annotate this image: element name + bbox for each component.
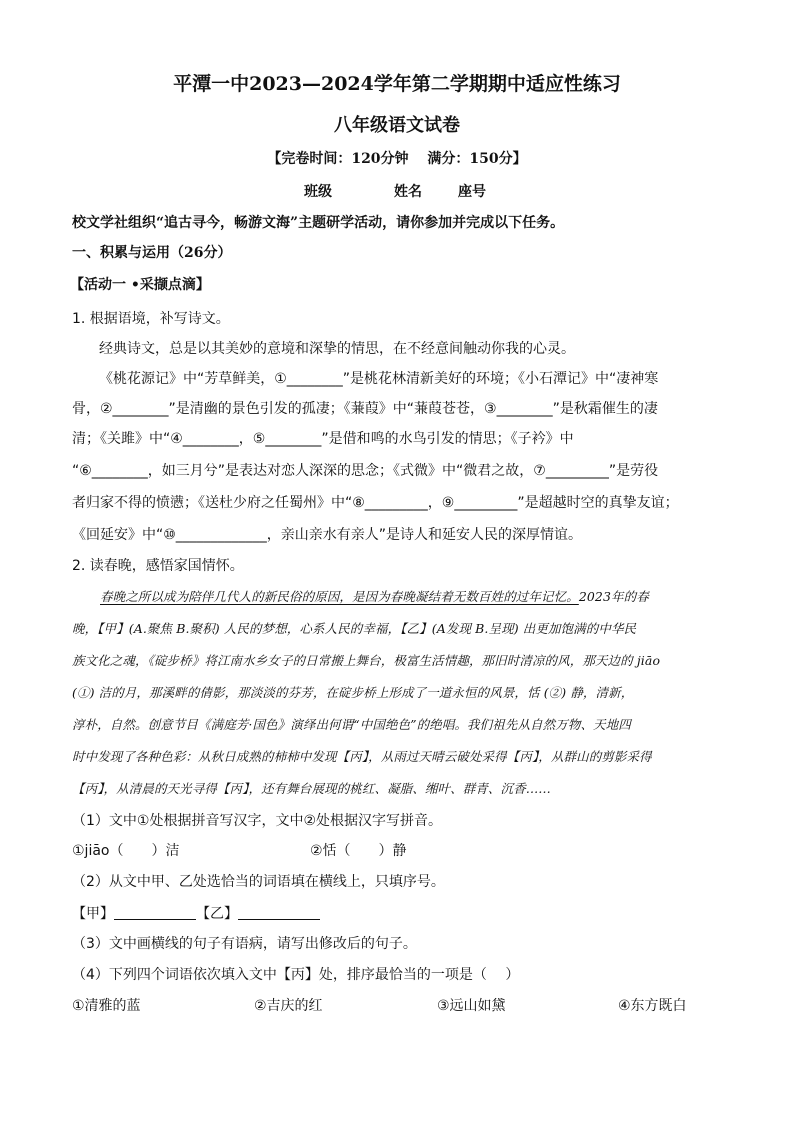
passage-line: 【丙】，从清晨的天光寻得【丙】，还有舞台展现的桃红、凝脂、缃叶、群青、沉香…… [72, 781, 551, 796]
sub-question-4: （4）下列四个词语依次填入文中【丙】处，排序最恰当的一项是（ ） [72, 967, 520, 983]
passage-continuation: 2023年的春 [578, 589, 649, 604]
exam-info: 【完卷时间：120分钟 满分：150分】 [267, 151, 527, 167]
option: ②吉庆的红 [254, 998, 323, 1014]
class-label: 班级 [304, 184, 332, 200]
q1-line: 清；《关雎》中“④________，⑤________”是借和鸣的水鸟引发的情思；《子衿》中 [72, 431, 574, 447]
jia-blank [114, 905, 196, 920]
yi-blank [238, 905, 320, 920]
passage-line: 时中发现了各种色彩：从秋日成熟的柿柿中发现【丙】，从雨过天晴云破处采得【丙】，从群山的剪影采得 [72, 749, 652, 764]
pinyin-answer: ②恬（ ）静 [310, 843, 407, 859]
passage-line: (①) 洁的月，那溪畔的倩影，那淡淡的芬芳，在碇步桥上形成了一道永恒的风景，恬 (②) 静，清新， [72, 685, 634, 700]
sub-question-2: （2）从文中甲、乙处选恰当的词语填在横线上，只填序号。 [72, 874, 445, 890]
q1-line: “⑥________，如三月兮”是表达对恋人深深的思念；《式微》中“微君之故，⑦_________”是劳役 [72, 463, 659, 479]
jia-label: 【甲】 [72, 906, 114, 922]
word-choice-row [72, 905, 320, 923]
q1-prompt: 1. 根据语境，补写诗文。 [72, 311, 230, 327]
q1-line: 《桃花源记》中“芳草鲜美，①________”是桃花林清新美好的环境；《小石潭记》中“凄神寒 [99, 371, 659, 387]
sub-question-1: （1）文中①处根据拼音写汉字，文中②处根据汉字写拼音。 [72, 813, 443, 829]
yi-label: 【乙】 [196, 906, 238, 922]
passage-line: 晚，【甲】(A.聚焦 B.聚积) 人民的梦想，心系人民的幸福，【乙】(A发现 B.呈现) 出更加饱满的中华民 [72, 621, 637, 636]
passage-line: 淳朴，自然。创意节目《满庭芳·国色》演绎出何谓“中国绝色”的绝唱。我们祖先从自然万物、天地四 [72, 717, 631, 732]
pinyin-answer: ①jiāo（ ）洁 [72, 843, 180, 859]
section-heading: 一、积累与运用（26分） [72, 245, 232, 261]
intro-text: 校文学社组织“追古寻今，畅游文海”主题研学活动，请你参加并完成以下任务。 [72, 215, 565, 231]
exam-subtitle: 八年级语文试卷 [334, 115, 460, 136]
passage-line: 族文化之魂，《碇步桥》将江南水乡女子的日常搬上舞台，极富生活情趣，那旧时清凉的风，那天边的 jiāo [72, 653, 661, 668]
exam-title: 平潭一中2023—2024学年第二学期期中适应性练习 [173, 73, 621, 95]
q1-line: 经典诗文，总是以其美妙的意境和深挚的情思，在不经意间触动你我的心灵。 [99, 341, 575, 357]
q1-line: 《回延安》中“⑩_____________，亲山亲水有亲人”是诗人和延安人民的深厚情谊。 [72, 527, 583, 543]
name-label: 姓名 [394, 184, 422, 200]
underlined-sentence: 春晚之所以成为陪伴几代人的新民俗的原因，是因为春晚凝结着无数百姓的过年记忆。 [100, 589, 579, 604]
q1-line: 者归家不得的愤懑；《送杜少府之任蜀州》中“⑧_________，⑨_________”是超越时空的真挚友谊； [72, 495, 679, 511]
seat-label: 座号 [458, 184, 486, 200]
q2-prompt: 2. 读春晚，感悟家国情怀。 [72, 558, 244, 574]
activity-heading: 【活动一 •采撷点滴】 [70, 277, 210, 293]
sub-question-3: （3）文中画横线的句子有语病，请写出修改后的句子。 [72, 936, 417, 952]
q1-line: 骨，②________”是清幽的景色引发的孤凄；《蒹葭》中“蒹葭苍苍，③________”是秋霜催生的凄 [72, 401, 658, 417]
option: ④东方既白 [618, 998, 687, 1014]
option: ①清雅的蓝 [72, 998, 141, 1014]
passage-line [100, 588, 649, 606]
option: ③远山如黛 [437, 998, 506, 1014]
